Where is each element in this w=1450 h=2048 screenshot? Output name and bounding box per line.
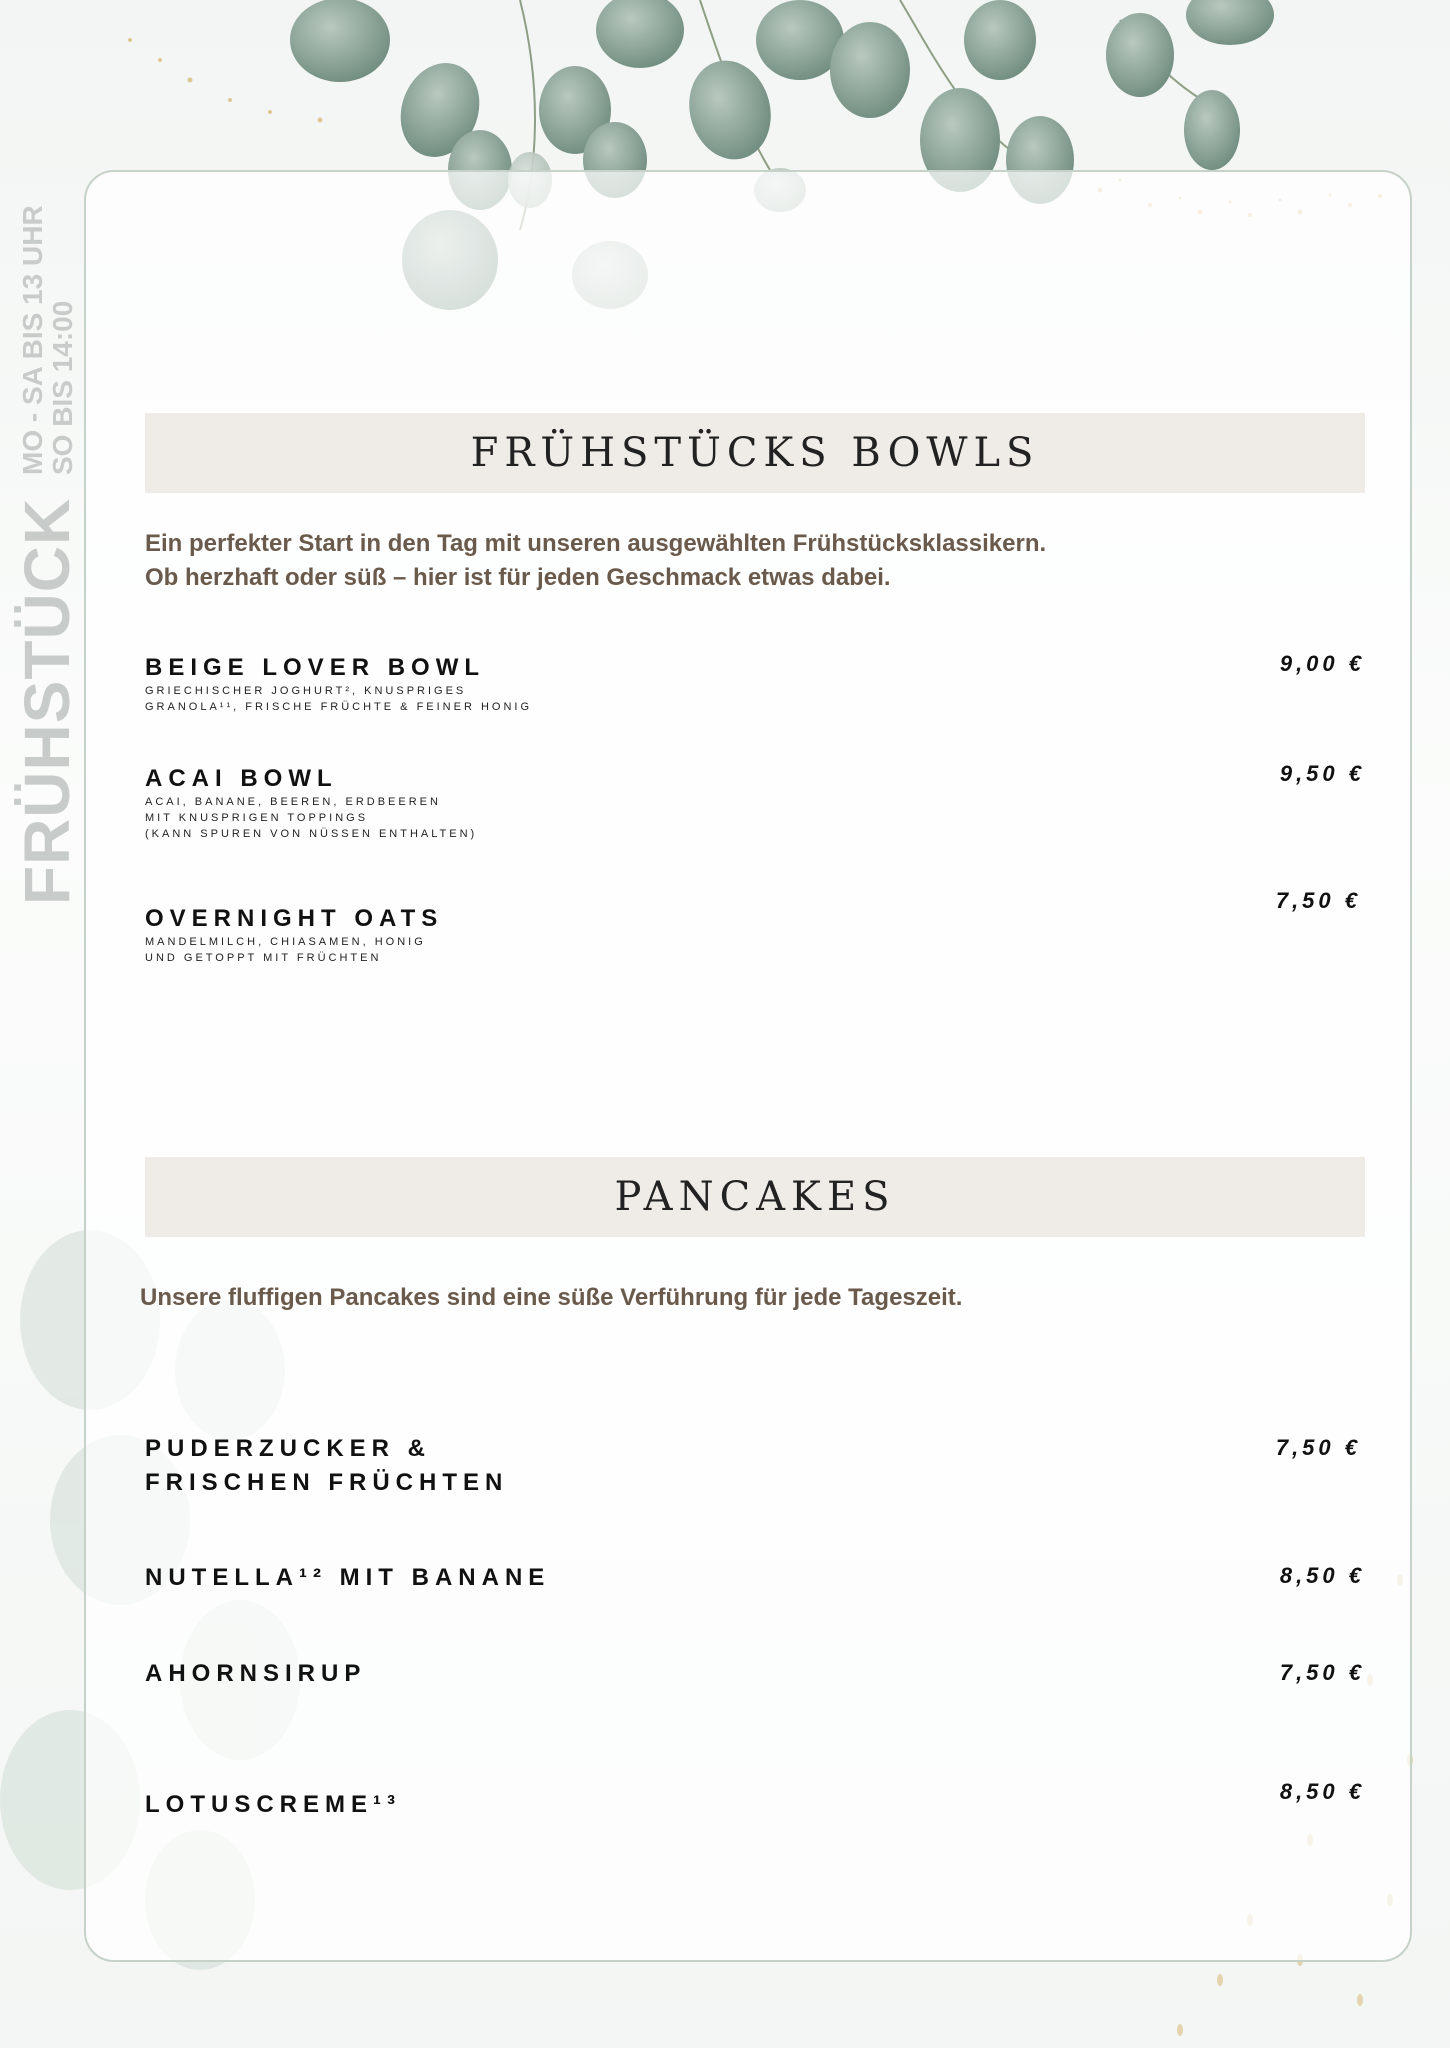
pancake-name-line: FRISCHEN FRÜCHTEN	[145, 1469, 509, 1496]
bowl-description	[145, 683, 532, 715]
pancake-price: 8,50 €	[1279, 1779, 1365, 1804]
bowls-intro-line1: Ein perfekter Start in den Tag mit unseren ausgewählten Frühstücksklassikern.	[145, 530, 1047, 557]
bowl-desc-line: GRIECHISCHER JOGHURT², KNUSPRIGES	[145, 685, 467, 697]
pancake-name	[145, 1432, 508, 1500]
bowl-price: 9,00 €	[1279, 651, 1365, 676]
bowl-desc-line: MIT KNUSPRIGEN TOPPINGS	[145, 812, 369, 824]
bowl-desc-line: MANDELMILCH, CHIASAMEN, HONIG	[145, 936, 426, 948]
pancake-price: 7,50 €	[1275, 1435, 1361, 1460]
pancake-price: 7,50 €	[1279, 1660, 1365, 1685]
bowls-intro-line2: Ob herzhaft oder süß – hier ist für jeden Geschmack etwas dabei.	[145, 564, 891, 591]
bowl-name: OVERNIGHT OATS	[145, 905, 444, 932]
pancakes-banner	[145, 1157, 1365, 1237]
side-section-label	[10, 498, 84, 905]
pancake-name-line: PUDERZUCKER &	[145, 1435, 432, 1462]
bowls-title: FRÜHSTÜCKS BOWLS	[470, 430, 1040, 476]
bowls-banner	[145, 413, 1365, 493]
pancakes-title: PANCAKES	[614, 1174, 896, 1220]
bowl-name: BEIGE LOVER BOWL	[145, 654, 486, 681]
pancake-name: LOTUSCREME¹³	[145, 1791, 401, 1818]
bowl-desc-line: (KANN SPUREN VON NÜSSEN ENTHALTEN)	[145, 828, 478, 840]
bowls-intro	[145, 527, 1046, 595]
bowl-price: 9,50 €	[1279, 761, 1365, 786]
hours-weekday: MO - SA BIS 13 UHR	[17, 205, 48, 475]
bowl-description	[145, 934, 426, 966]
bowl-description	[145, 794, 477, 842]
pancake-name: NUTELLA¹² MIT BANANE	[145, 1564, 551, 1591]
bowl-desc-line: ACAI, BANANE, BEEREN, ERDBEEREN	[145, 796, 441, 808]
bowl-desc-line: GRANOLA¹¹, FRISCHE FRÜCHTE & FEINER HONIG	[145, 701, 533, 713]
pancake-name: AHORNSIRUP	[145, 1660, 367, 1687]
pancakes-intro: Unsere fluffigen Pancakes sind eine süße Verführung für jede Tageszeit.	[140, 1284, 963, 1311]
side-section-title: FRÜHSTÜCK	[11, 497, 83, 905]
pancake-price: 8,50 €	[1279, 1563, 1365, 1588]
opening-hours	[18, 205, 78, 475]
hours-sunday: SO BIS 14:00	[47, 300, 78, 475]
bowl-name: ACAI BOWL	[145, 765, 338, 792]
bowl-desc-line: UND GETOPPT MIT FRÜCHTEN	[145, 952, 382, 964]
bowl-price: 7,50 €	[1275, 888, 1361, 913]
